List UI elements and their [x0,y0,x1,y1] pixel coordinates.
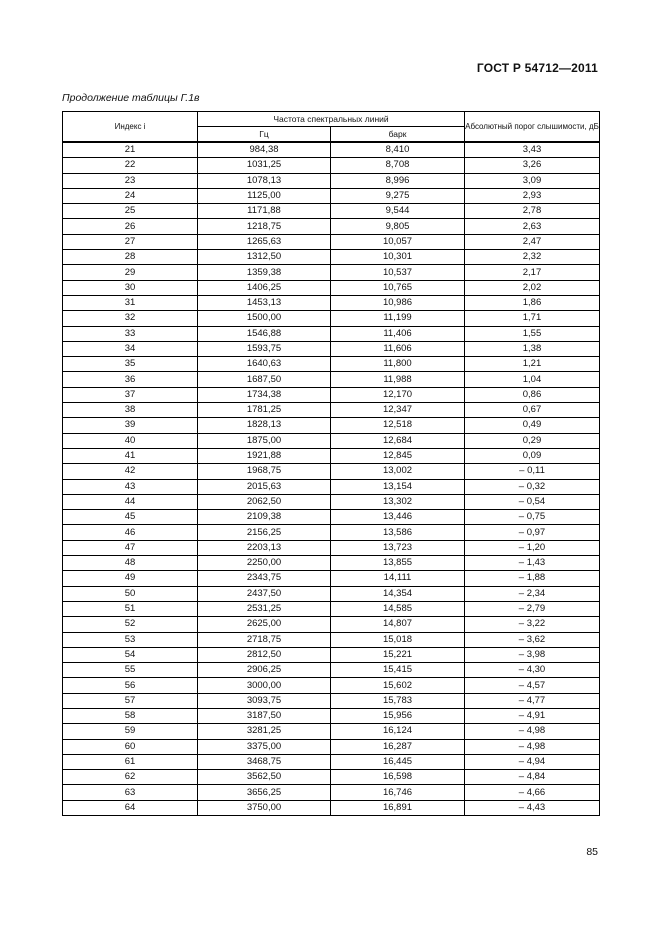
cell-threshold: – 4,77 [465,693,600,708]
cell-hz: 2437,50 [198,586,331,601]
cell-hz: 2109,38 [198,510,331,525]
table-row [63,188,600,203]
cell-hz: 984,38 [198,142,331,158]
table-row [63,204,600,219]
cell-hz: 1875,00 [198,433,331,448]
cell-bark: 15,018 [331,632,465,647]
table-body [63,142,600,816]
table-row [63,540,600,555]
cell-hz: 3093,75 [198,693,331,708]
cell-index: 29 [63,265,198,280]
cell-index: 57 [63,693,198,708]
cell-hz: 3562,50 [198,770,331,785]
cell-threshold: – 4,91 [465,708,600,723]
cell-hz: 1593,75 [198,341,331,356]
cell-index: 37 [63,387,198,402]
header-frequency-group: Частота спектральных линий [198,112,465,127]
cell-index: 41 [63,448,198,463]
cell-index: 28 [63,250,198,265]
table-row [63,785,600,800]
cell-threshold: 2,47 [465,234,600,249]
cell-threshold: 3,09 [465,173,600,188]
cell-bark: 15,956 [331,708,465,723]
cell-threshold: – 4,98 [465,739,600,754]
cell-index: 62 [63,770,198,785]
cell-hz: 1171,88 [198,204,331,219]
cell-threshold: – 1,20 [465,540,600,555]
cell-bark: 13,586 [331,525,465,540]
cell-threshold: 2,93 [465,188,600,203]
cell-threshold: – 2,34 [465,586,600,601]
cell-index: 36 [63,372,198,387]
cell-index: 51 [63,601,198,616]
cell-bark: 9,805 [331,219,465,234]
table-row [63,433,600,448]
cell-index: 39 [63,418,198,433]
table-row [63,479,600,494]
cell-index: 34 [63,341,198,356]
header-bark: барк [331,127,465,143]
cell-index: 23 [63,173,198,188]
cell-threshold: 0,29 [465,433,600,448]
cell-hz: 1312,50 [198,250,331,265]
cell-hz: 2062,50 [198,494,331,509]
cell-hz: 2812,50 [198,647,331,662]
table-row [63,586,600,601]
table-row [63,372,600,387]
cell-threshold: 1,55 [465,326,600,341]
cell-bark: 13,446 [331,510,465,525]
cell-threshold: – 4,57 [465,678,600,693]
cell-bark: 12,347 [331,403,465,418]
cell-hz: 2906,25 [198,663,331,678]
cell-bark: 15,221 [331,647,465,662]
table-row [63,418,600,433]
cell-hz: 1453,13 [198,295,331,310]
cell-hz: 1828,13 [198,418,331,433]
cell-bark: 16,287 [331,739,465,754]
cell-bark: 16,124 [331,724,465,739]
cell-hz: 1031,25 [198,158,331,173]
table-row [63,173,600,188]
cell-index: 22 [63,158,198,173]
cell-index: 38 [63,403,198,418]
cell-bark: 13,002 [331,464,465,479]
table-header [63,112,600,143]
data-table [62,111,600,816]
cell-bark: 11,199 [331,311,465,326]
cell-hz: 2250,00 [198,556,331,571]
cell-hz: 3656,25 [198,785,331,800]
cell-hz: 1406,25 [198,280,331,295]
cell-threshold: 2,78 [465,204,600,219]
table-row [63,219,600,234]
cell-bark: 10,057 [331,234,465,249]
cell-hz: 1687,50 [198,372,331,387]
table-row [63,525,600,540]
cell-threshold: – 4,94 [465,754,600,769]
cell-threshold: 1,38 [465,341,600,356]
cell-bark: 9,544 [331,204,465,219]
cell-index: 21 [63,142,198,158]
header-hz: Гц [198,127,331,143]
cell-bark: 11,800 [331,357,465,372]
cell-threshold: 3,43 [465,142,600,158]
cell-index: 47 [63,540,198,555]
table-row [63,295,600,310]
cell-bark: 8,996 [331,173,465,188]
table-row [63,632,600,647]
cell-threshold: 1,04 [465,372,600,387]
cell-index: 32 [63,311,198,326]
cell-bark: 10,986 [331,295,465,310]
page-number: 85 [586,846,598,858]
cell-bark: 13,723 [331,540,465,555]
table-row [63,754,600,769]
cell-bark: 14,111 [331,571,465,586]
table-row [63,403,600,418]
cell-index: 61 [63,754,198,769]
cell-bark: 13,302 [331,494,465,509]
table-row [63,158,600,173]
cell-index: 64 [63,800,198,815]
cell-index: 56 [63,678,198,693]
header-index: Индекс i [63,112,198,143]
cell-bark: 15,783 [331,693,465,708]
cell-index: 40 [63,433,198,448]
cell-bark: 15,415 [331,663,465,678]
cell-hz: 3281,25 [198,724,331,739]
cell-bark: 12,170 [331,387,465,402]
table-row [63,234,600,249]
cell-bark: 11,406 [331,326,465,341]
cell-hz: 1968,75 [198,464,331,479]
cell-threshold: – 0,32 [465,479,600,494]
table-row [63,770,600,785]
cell-bark: 16,598 [331,770,465,785]
cell-threshold: – 1,43 [465,556,600,571]
table-row [63,265,600,280]
table-row [63,464,600,479]
table-row [63,708,600,723]
cell-threshold: 1,86 [465,295,600,310]
cell-index: 33 [63,326,198,341]
cell-threshold: 0,86 [465,387,600,402]
cell-index: 58 [63,708,198,723]
cell-index: 26 [63,219,198,234]
cell-index: 44 [63,494,198,509]
cell-index: 35 [63,357,198,372]
cell-bark: 8,410 [331,142,465,158]
cell-bark: 11,606 [331,341,465,356]
cell-threshold: – 4,30 [465,663,600,678]
table-row [63,387,600,402]
cell-hz: 1265,63 [198,234,331,249]
cell-bark: 16,891 [331,800,465,815]
cell-threshold: – 0,54 [465,494,600,509]
cell-index: 45 [63,510,198,525]
cell-bark: 12,684 [331,433,465,448]
cell-index: 25 [63,204,198,219]
table-row [63,448,600,463]
table-row [63,510,600,525]
cell-hz: 2015,63 [198,479,331,494]
cell-threshold: – 3,62 [465,632,600,647]
cell-threshold: – 0,75 [465,510,600,525]
cell-bark: 15,602 [331,678,465,693]
document-id: ГОСТ Р 54712—2011 [476,61,598,75]
table-row [63,739,600,754]
cell-hz: 1500,00 [198,311,331,326]
table-row [63,326,600,341]
cell-hz: 1546,88 [198,326,331,341]
table-row [63,142,600,158]
table-row [63,311,600,326]
cell-threshold: 0,09 [465,448,600,463]
cell-index: 54 [63,647,198,662]
cell-threshold: 2,02 [465,280,600,295]
cell-bark: 8,708 [331,158,465,173]
cell-hz: 2203,13 [198,540,331,555]
cell-hz: 2156,25 [198,525,331,540]
cell-bark: 11,988 [331,372,465,387]
cell-bark: 16,746 [331,785,465,800]
table-row [63,678,600,693]
cell-hz: 1125,00 [198,188,331,203]
cell-threshold: 2,17 [465,265,600,280]
cell-threshold: – 2,79 [465,601,600,616]
cell-bark: 10,537 [331,265,465,280]
cell-hz: 3187,50 [198,708,331,723]
cell-hz: 1218,75 [198,219,331,234]
cell-bark: 14,585 [331,601,465,616]
cell-hz: 1921,88 [198,448,331,463]
table-row [63,601,600,616]
cell-bark: 10,301 [331,250,465,265]
cell-index: 60 [63,739,198,754]
cell-bark: 13,154 [331,479,465,494]
table-row [63,724,600,739]
cell-index: 63 [63,785,198,800]
cell-threshold: – 3,22 [465,617,600,632]
cell-bark: 10,765 [331,280,465,295]
cell-bark: 14,354 [331,586,465,601]
cell-index: 27 [63,234,198,249]
cell-index: 59 [63,724,198,739]
cell-threshold: – 3,98 [465,647,600,662]
cell-hz: 3000,00 [198,678,331,693]
cell-index: 49 [63,571,198,586]
cell-index: 43 [63,479,198,494]
table-row [63,693,600,708]
cell-bark: 13,855 [331,556,465,571]
cell-hz: 2531,25 [198,601,331,616]
cell-threshold: 0,67 [465,403,600,418]
cell-threshold: – 4,98 [465,724,600,739]
cell-index: 55 [63,663,198,678]
cell-index: 48 [63,556,198,571]
cell-bark: 14,807 [331,617,465,632]
cell-hz: 3375,00 [198,739,331,754]
cell-index: 24 [63,188,198,203]
table-row [63,357,600,372]
cell-threshold: 1,71 [465,311,600,326]
table-row [63,280,600,295]
table-row [63,800,600,815]
cell-index: 46 [63,525,198,540]
cell-index: 31 [63,295,198,310]
cell-hz: 2718,75 [198,632,331,647]
cell-threshold: 3,26 [465,158,600,173]
cell-threshold: – 4,43 [465,800,600,815]
cell-hz: 2625,00 [198,617,331,632]
cell-threshold: – 0,97 [465,525,600,540]
cell-threshold: – 1,88 [465,571,600,586]
table-row [63,647,600,662]
cell-hz: 3468,75 [198,754,331,769]
cell-threshold: 0,49 [465,418,600,433]
table-row [63,494,600,509]
cell-bark: 16,445 [331,754,465,769]
cell-index: 50 [63,586,198,601]
cell-threshold: 2,32 [465,250,600,265]
table-row [63,341,600,356]
cell-threshold: – 4,66 [465,785,600,800]
table-row [63,663,600,678]
cell-bark: 9,275 [331,188,465,203]
header-threshold: Абсолютный порог слышимости, дБ [465,112,600,143]
cell-hz: 1359,38 [198,265,331,280]
cell-threshold: 1,21 [465,357,600,372]
cell-index: 52 [63,617,198,632]
cell-hz: 1078,13 [198,173,331,188]
cell-hz: 2343,75 [198,571,331,586]
table-row [63,250,600,265]
cell-hz: 1781,25 [198,403,331,418]
cell-hz: 1640,63 [198,357,331,372]
cell-hz: 1734,38 [198,387,331,402]
table-row [63,571,600,586]
cell-bark: 12,518 [331,418,465,433]
cell-threshold: – 4,84 [465,770,600,785]
table-row [63,556,600,571]
cell-threshold: – 0,11 [465,464,600,479]
cell-index: 30 [63,280,198,295]
cell-bark: 12,845 [331,448,465,463]
table-caption: Продолжение таблицы Г.1в [62,92,200,104]
cell-index: 53 [63,632,198,647]
cell-index: 42 [63,464,198,479]
table-row [63,617,600,632]
cell-hz: 3750,00 [198,800,331,815]
cell-threshold: 2,63 [465,219,600,234]
